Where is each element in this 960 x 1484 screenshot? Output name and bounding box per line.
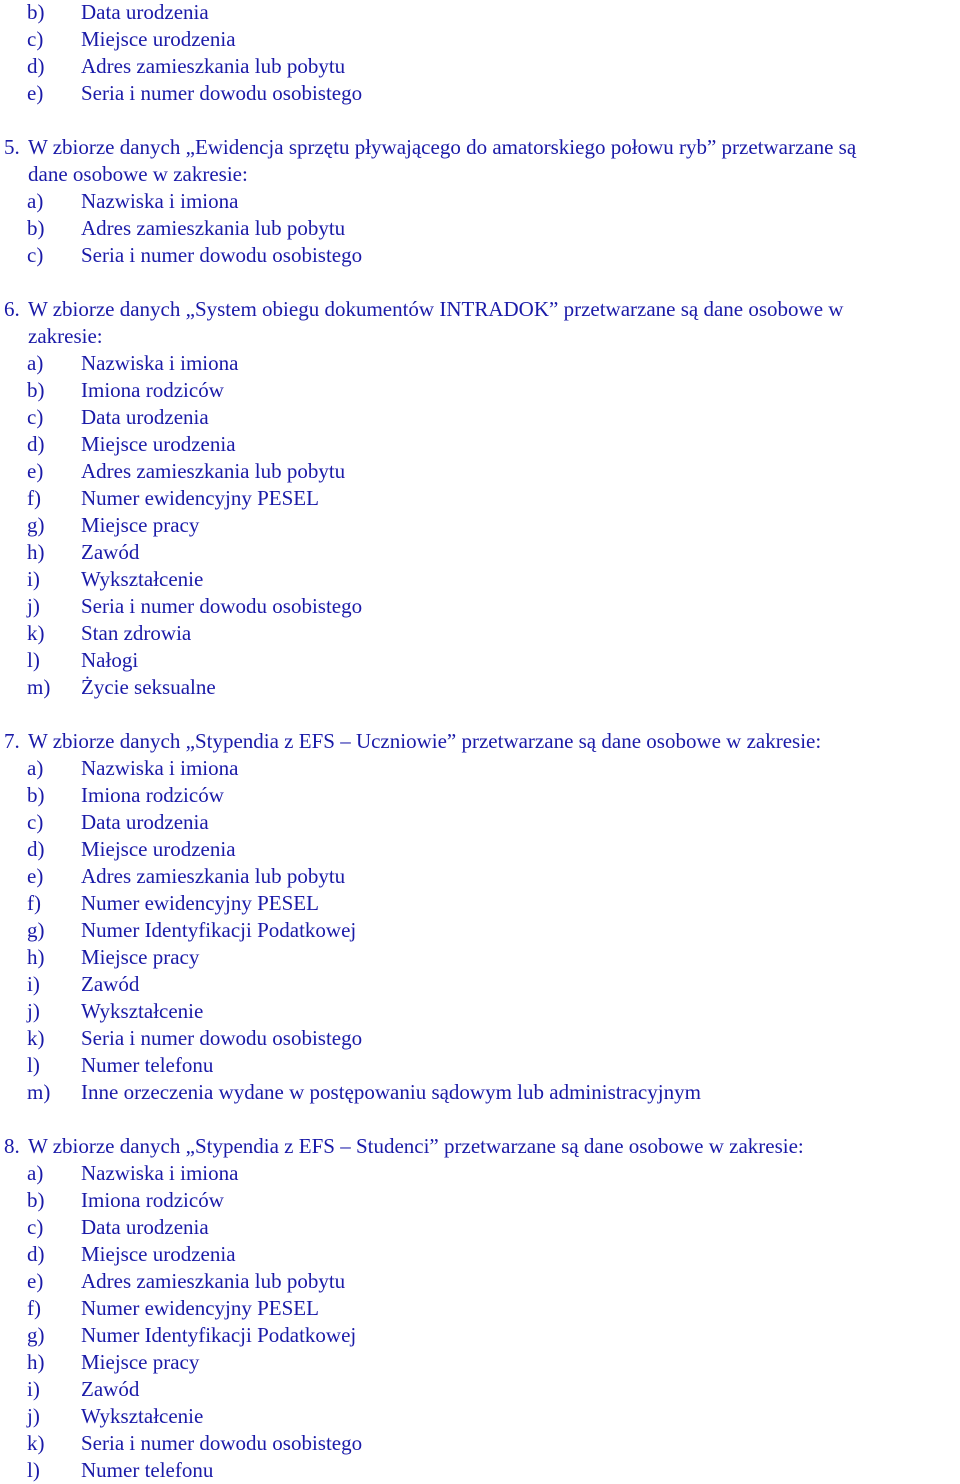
section-heading-continued: zakresie: (28, 324, 103, 348)
item-label: d) (27, 1242, 45, 1266)
item-label: e) (27, 81, 44, 105)
section-number: 8. (4, 1134, 20, 1158)
list-item (0, 80, 960, 107)
item-label: i) (27, 567, 40, 591)
item-text: Imiona rodziców (81, 783, 224, 807)
list-item (0, 1322, 960, 1349)
item-label: i) (27, 1377, 40, 1401)
item-text: Numer Identyfikacji Podatkowej (81, 918, 357, 942)
item-text: Adres zamieszkania lub pobytu (81, 459, 346, 483)
item-text: Miejsce pracy (81, 513, 200, 537)
item-text: Numer ewidencyjny PESEL (81, 891, 319, 915)
list-item (0, 1241, 960, 1268)
item-label: b) (27, 1188, 45, 1212)
lead-list (0, 0, 960, 107)
list-item (0, 782, 960, 809)
section-heading-continued: dane osobowe w zakresie: (28, 162, 248, 186)
item-label: b) (27, 216, 45, 240)
item-label: a) (27, 1161, 44, 1185)
item-text: Nazwiska i imiona (81, 1161, 239, 1185)
item-text: Wykształcenie (81, 1404, 204, 1428)
item-text: Nałogi (81, 648, 139, 672)
item-label: c) (27, 27, 44, 51)
list-item (0, 350, 960, 377)
item-text: Wykształcenie (81, 999, 204, 1023)
list-item (0, 1025, 960, 1052)
item-text: Miejsce pracy (81, 1350, 200, 1374)
item-text: Adres zamieszkania lub pobytu (81, 216, 346, 240)
list-item (0, 377, 960, 404)
item-label: j) (27, 594, 40, 618)
list-item (0, 1187, 960, 1214)
list-item (0, 458, 960, 485)
item-text: Imiona rodziców (81, 1188, 224, 1212)
item-label: g) (27, 513, 45, 537)
list-item (0, 863, 960, 890)
item-label: f) (27, 891, 41, 915)
item-label: f) (27, 1296, 41, 1320)
item-label: h) (27, 945, 45, 969)
list-item (0, 1295, 960, 1322)
item-text: Seria i numer dowodu osobistego (81, 1026, 363, 1050)
item-label: k) (27, 1431, 45, 1455)
item-label: g) (27, 918, 45, 942)
list-item (0, 674, 960, 701)
list-item (0, 944, 960, 971)
list-item (0, 1403, 960, 1430)
section-number: 5. (4, 135, 20, 159)
section-7 (0, 728, 960, 1106)
section-5 (0, 134, 960, 269)
item-label: c) (27, 405, 44, 429)
item-text: Miejsce pracy (81, 945, 200, 969)
item-label: l) (27, 648, 40, 672)
item-label: f) (27, 486, 41, 510)
item-label: d) (27, 54, 45, 78)
item-text: Adres zamieszkania lub pobytu (81, 1269, 346, 1293)
list-item (0, 647, 960, 674)
section-heading (0, 728, 960, 755)
item-text: Imiona rodziców (81, 378, 224, 402)
item-label: b) (27, 0, 45, 24)
list-item (0, 1268, 960, 1295)
item-text: Stan zdrowia (81, 621, 192, 645)
list-item (0, 53, 960, 80)
item-label: g) (27, 1323, 45, 1347)
item-label: m) (27, 675, 51, 699)
item-label: k) (27, 621, 45, 645)
item-label: a) (27, 351, 44, 375)
spacer (0, 1106, 960, 1133)
item-label: a) (27, 189, 44, 213)
section-text: W zbiorze danych „Ewidencja sprzętu pływającego do amatorskiego połowu ryb” przetwarzane są (28, 135, 857, 159)
item-label: m) (27, 1080, 51, 1104)
section-text: W zbiorze danych „Stypendia z EFS – Studenci” przetwarzane są dane osobowe w zakresie: (28, 1134, 804, 1158)
list-item (0, 188, 960, 215)
item-label: e) (27, 459, 44, 483)
item-label: l) (27, 1053, 40, 1077)
spacer (0, 269, 960, 296)
item-text: Miejsce urodzenia (81, 432, 236, 456)
item-text: Nazwiska i imiona (81, 756, 239, 780)
section-heading (0, 134, 960, 161)
list-item (0, 1160, 960, 1187)
item-text: Miejsce urodzenia (81, 27, 236, 51)
item-label: j) (27, 999, 40, 1023)
section-number: 6. (4, 297, 20, 321)
item-text: Nazwiska i imiona (81, 189, 239, 213)
item-text: Seria i numer dowodu osobistego (81, 594, 363, 618)
item-label: l) (27, 1458, 40, 1482)
item-text: Seria i numer dowodu osobistego (81, 243, 363, 267)
item-text: Adres zamieszkania lub pobytu (81, 54, 346, 78)
spacer (0, 107, 960, 134)
item-text: Zawód (81, 972, 140, 996)
section-heading (0, 296, 960, 323)
item-text: Życie seksualne (81, 675, 216, 699)
item-label: e) (27, 1269, 44, 1293)
item-text: Seria i numer dowodu osobistego (81, 81, 363, 105)
list-item (0, 971, 960, 998)
item-text: Data urodzenia (81, 1215, 209, 1239)
item-label: b) (27, 783, 45, 807)
list-item (0, 1052, 960, 1079)
list-item (0, 593, 960, 620)
spacer (0, 701, 960, 728)
item-text: Seria i numer dowodu osobistego (81, 1431, 363, 1455)
list-item (0, 890, 960, 917)
list-item (0, 404, 960, 431)
item-text: Zawód (81, 1377, 140, 1401)
item-text: Data urodzenia (81, 405, 209, 429)
list-item (0, 0, 960, 26)
item-label: d) (27, 432, 45, 456)
list-item (0, 539, 960, 566)
list-item (0, 26, 960, 53)
list-item (0, 566, 960, 593)
list-item (0, 512, 960, 539)
item-text: Numer ewidencyjny PESEL (81, 1296, 319, 1320)
item-text: Data urodzenia (81, 810, 209, 834)
item-label: a) (27, 756, 44, 780)
item-label: i) (27, 972, 40, 996)
item-text: Inne orzeczenia wydane w postępowaniu sądowym lub administracyjnym (81, 1080, 701, 1104)
section-text: W zbiorze danych „Stypendia z EFS – Uczniowie” przetwarzane są dane osobowe w zakresie: (28, 729, 822, 753)
item-text: Miejsce urodzenia (81, 837, 236, 861)
item-label: c) (27, 1215, 44, 1239)
item-text: Miejsce urodzenia (81, 1242, 236, 1266)
list-item (0, 836, 960, 863)
list-item (0, 755, 960, 782)
list-item (0, 1430, 960, 1457)
item-text: Numer ewidencyjny PESEL (81, 486, 319, 510)
item-text: Zawód (81, 540, 140, 564)
section-heading (0, 1133, 960, 1160)
section-8 (0, 1133, 960, 1484)
item-text: Numer telefonu (81, 1458, 214, 1482)
item-text: Data urodzenia (81, 0, 209, 24)
list-item (0, 620, 960, 647)
list-item (0, 431, 960, 458)
item-label: c) (27, 810, 44, 834)
list-item (0, 485, 960, 512)
item-label: k) (27, 1026, 45, 1050)
section-text: W zbiorze danych „System obiegu dokumentów INTRADOK” przetwarzane są dane osobowe w (28, 297, 844, 321)
item-text: Adres zamieszkania lub pobytu (81, 864, 346, 888)
list-item (0, 215, 960, 242)
item-text: Nazwiska i imiona (81, 351, 239, 375)
list-item (0, 1349, 960, 1376)
item-label: d) (27, 837, 45, 861)
item-text: Wykształcenie (81, 567, 204, 591)
section-6 (0, 296, 960, 701)
list-item (0, 1214, 960, 1241)
section-number: 7. (4, 729, 20, 753)
list-item (0, 809, 960, 836)
list-item (0, 1457, 960, 1484)
item-label: e) (27, 864, 44, 888)
list-item (0, 1376, 960, 1403)
item-label: j) (27, 1404, 40, 1428)
item-label: b) (27, 378, 45, 402)
item-label: h) (27, 1350, 45, 1374)
item-text: Numer telefonu (81, 1053, 214, 1077)
list-item (0, 998, 960, 1025)
list-item (0, 242, 960, 269)
list-item (0, 1079, 960, 1106)
item-label: c) (27, 243, 44, 267)
item-label: h) (27, 540, 45, 564)
item-text: Numer Identyfikacji Podatkowej (81, 1323, 357, 1347)
list-item (0, 917, 960, 944)
